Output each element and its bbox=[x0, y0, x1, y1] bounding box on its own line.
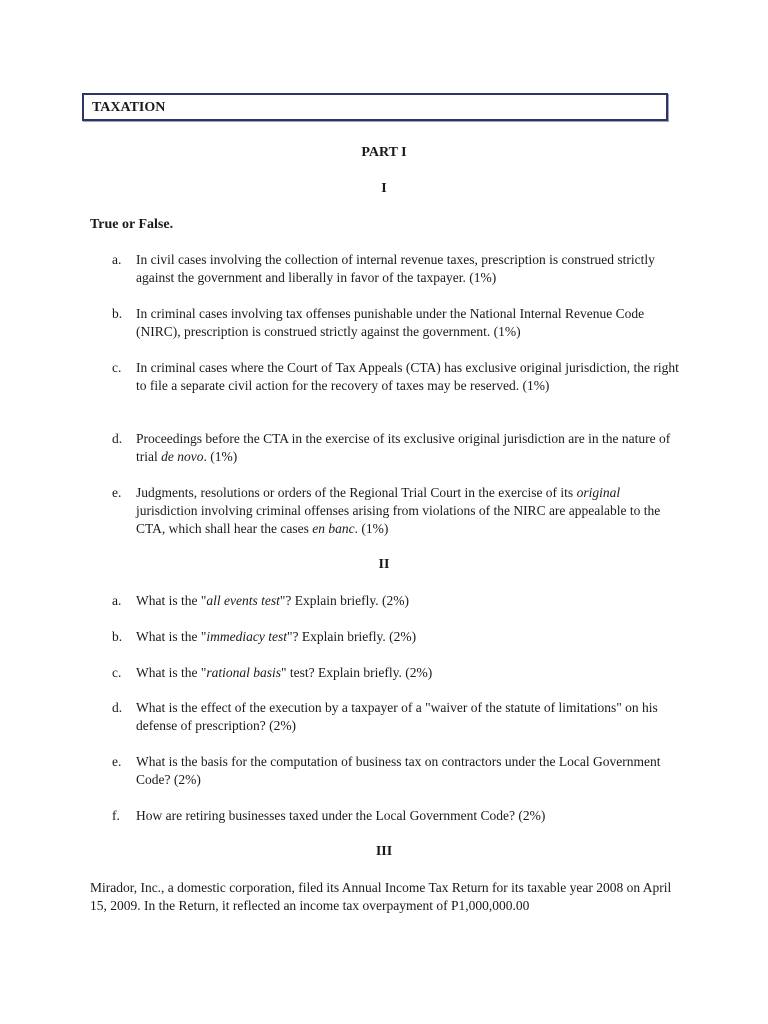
item-letter: e. bbox=[112, 754, 122, 769]
item-letter: c. bbox=[112, 665, 122, 680]
item-text-part: What is the " bbox=[136, 665, 207, 680]
item-text-italic: rational basis bbox=[206, 665, 282, 680]
item-text-part: "? Explain briefly. (2%) bbox=[286, 629, 417, 644]
item-text-part: . (1%) bbox=[354, 521, 389, 536]
item-text-part: What is the " bbox=[136, 629, 207, 644]
section-3-numeral: III bbox=[375, 844, 393, 859]
item-letter: b. bbox=[112, 629, 123, 644]
item-text: In civil cases involving the collection of internal revenue taxes, prescription is construed strictly against the government and liberally in favor of the taxpayer. (1%) bbox=[136, 252, 655, 285]
item-text: In criminal cases involving tax offenses punishable under the National Internal Revenue Code (NIRC), prescription is construed strictly against the government. (1%) bbox=[136, 306, 645, 339]
item-text-part: Proceedings before the CTA in the exercise of its exclusive original jurisdiction are in the nature of trial bbox=[136, 431, 671, 464]
section-1-numeral: I bbox=[381, 181, 387, 196]
item-letter: e. bbox=[112, 485, 122, 500]
item-text-italic: en banc bbox=[312, 521, 355, 536]
item-text: How are retiring businesses taxed under the Local Government Code? (2%) bbox=[136, 808, 546, 823]
item-letter: a. bbox=[112, 593, 122, 608]
item-text bbox=[136, 628, 684, 646]
document-title: TAXATION bbox=[82, 93, 668, 121]
instruction-true-or-false: True or False. bbox=[90, 217, 174, 232]
item-text-part: " test? Explain briefly. (2%) bbox=[281, 665, 433, 680]
item-text: What is the effect of the execution by a taxpayer of a "waiver of the statute of limitations" on his defense of prescription? (2%) bbox=[136, 700, 658, 733]
item-letter: b. bbox=[112, 306, 123, 321]
item-letter: f. bbox=[112, 808, 120, 823]
item-text-italic: de novo bbox=[161, 449, 204, 464]
item-text-part: Judgments, resolutions or orders of the Regional Trial Court in the exercise of its bbox=[136, 485, 577, 500]
item-letter: c. bbox=[112, 360, 122, 375]
item-text-italic: original bbox=[576, 485, 621, 500]
section-2-numeral: II bbox=[378, 557, 390, 572]
item-letter: d. bbox=[112, 431, 123, 446]
item-text bbox=[136, 484, 684, 538]
item-text-italic: immediacy test bbox=[206, 629, 287, 644]
item-text bbox=[136, 592, 684, 610]
section-3-paragraph: Mirador, Inc., a domestic corporation, filed its Annual Income Tax Return for its taxable year 2008 on April 15, 2009. In the Return, it reflected an income tax overpayment of P1,000,000.00 bbox=[90, 880, 672, 913]
item-text-part: "? Explain briefly. (2%) bbox=[279, 593, 409, 608]
item-text-italic: all events test bbox=[206, 593, 280, 608]
item-letter: a. bbox=[112, 252, 122, 267]
item-text-part: jurisdiction involving criminal offenses arising from violations of the NIRC are appealable to the CTA, which shall hear the cases bbox=[136, 503, 661, 536]
part-heading: PART I bbox=[361, 145, 407, 160]
item-text: What is the basis for the computation of business tax on contractors under the Local Government Code? (2%) bbox=[136, 754, 661, 787]
item-text-part: . (1%) bbox=[203, 449, 238, 464]
item-letter: d. bbox=[112, 700, 123, 715]
item-text-part: What is the " bbox=[136, 593, 207, 608]
item-text bbox=[136, 430, 684, 466]
item-text bbox=[136, 664, 684, 682]
item-text: In criminal cases where the Court of Tax Appeals (CTA) has exclusive original jurisdiction, the right to file a separate civil action for the recovery of taxes may be reserved. (1%) bbox=[136, 360, 679, 393]
